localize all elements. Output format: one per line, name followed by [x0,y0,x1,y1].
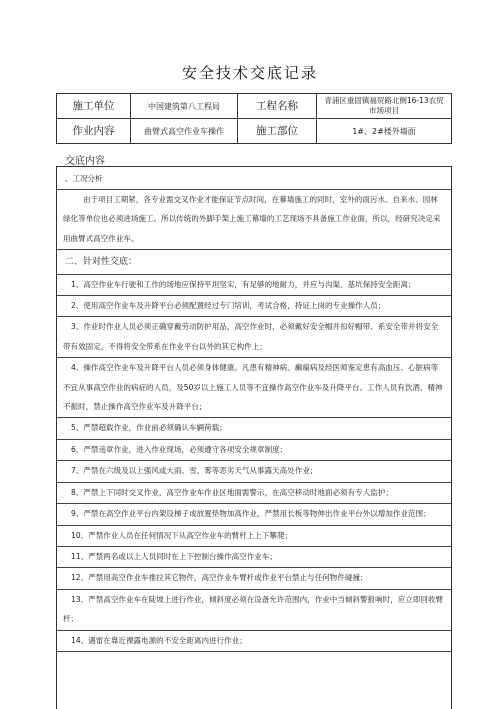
list-item: 12、严禁用高空作业车推拉其它物件，高空作业车臂杆或作业平台禁止与任何物件碰撞； [71,573,368,583]
list-item: 9、严禁在高空作业平台内架设梯子或放置垫物加高作业，严禁用长板等物伸出作业平台外以增加作业范围； [71,509,431,519]
list-item: 4、操作高空作业车及升降平台人员必须身体健康。凡患有精神病、癫痫病及经医师鉴定患有高血压、心脏病等不宜从事高空作业的病症的人员，及50岁以上施工人员等不宜操作高空作业车及升降平台。工作人员有饮酒、精神不振时，禁止操作高空作业车及升降平台； [63,363,443,412]
divider [57,249,451,250]
list-item: 2、使用高空作业车及升降平台必须配置经过专门培训，考试合格，持证上岗的专业操作人员； [71,301,386,311]
list-item: 8、严禁上下同时交叉作业，高空作业车作业区地面需警示，在高空移动时地面必须有专人监护； [71,487,393,497]
unit-label: 施工单位 [57,94,131,119]
part-label: 施工部位 [238,119,317,144]
list-item: 6、严禁违章作业，进入作业现场，必须遵守各项安全规章制度； [71,444,288,454]
intro-paragraph: 由于项目工期紧，各专业需交叉作业才能保证节点时间，在幕墙施工的同时，室外的雨污水、自来水、园林绿化等单位也必须进场施工。所以传统的外脚手架上施工幕墙的工艺现场不具备施工作业面，所以，经研究决定采用曲臂式高空作业车。 [63,195,441,243]
list-item: 5、严禁超载作业，作业前必须确认车辆荷载； [71,423,227,433]
section-heading: 二、针对性交底： [65,257,138,268]
content-box [56,166,452,709]
sub-heading: 、工况分析 [65,174,103,183]
unit-value: 中国建筑第八工程局 [131,94,238,119]
work-value: 曲臂式高空作业车操作 [131,119,238,144]
list-item: 1、高空作业车行驶和工作的场地应保持平坦坚实，有足够的地耐力，并应与沟渠、基坑保持安全距离； [71,279,416,289]
info-table [56,93,452,144]
page-title: 安全技术交底记录 [181,64,318,82]
project-value: 青浦区重固镇福贸路北侧16-13农贸市场项目 [317,94,452,119]
list-item: 13、严禁高空作业车在陡坡上进行作业，倾斜度必须在设备允许范围内，作业中当倾斜警报响时，应立即回收臂杆； [63,594,444,624]
content-label: 交底内容 [65,156,105,167]
info-row-1 [57,94,452,119]
list-item: 10、严禁作业人员在任何情况下从高空作业车的臂杆上上下攀爬； [71,530,293,540]
info-row-2 [57,119,452,144]
work-label: 作业内容 [57,119,131,144]
project-label: 工程名称 [238,94,317,119]
list-item: 7、严禁在六级及以上强风或大雨、雪、雾等恶劣天气从事露天高处作业； [71,466,318,476]
content-body [63,173,445,652]
list-item: 3、作业时作业人员必须正确穿戴劳动防护用品，高空作业时，必须戴好安全帽并扣好帽带、系安全带并将安全带有效固定，不得将安全带系在作业平台以外的其它构件上； [63,322,439,351]
part-value: 1#、2#楼外墙面 [317,119,452,144]
list-item: 14、遇雷在靠近裸露电源的不安全距离内进行作业； [71,635,247,645]
items-list [63,275,445,652]
divider [57,651,451,652]
list-item: 11、严禁两名或以上人员同时在上下控制台操作高空作业车； [71,551,277,561]
